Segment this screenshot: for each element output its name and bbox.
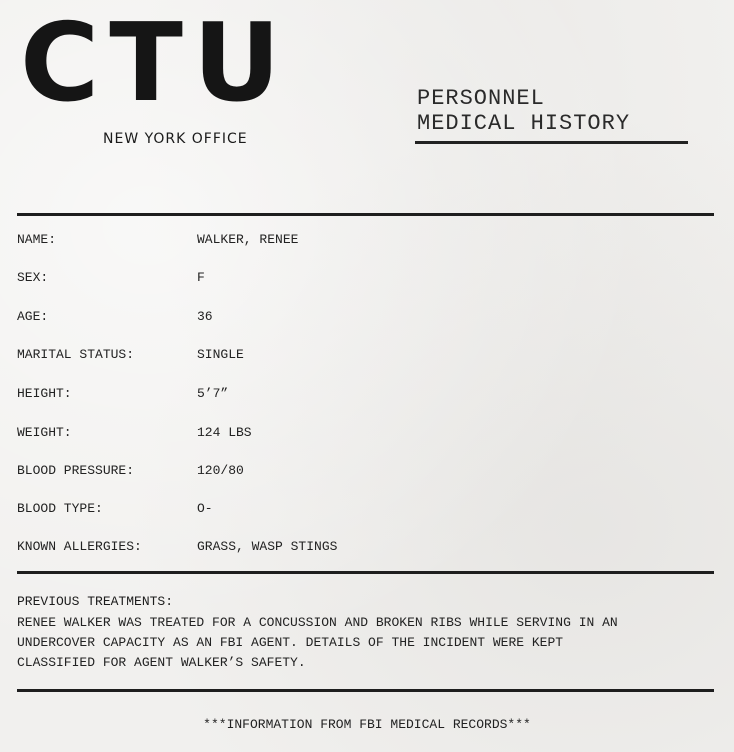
field-label: HEIGHT: (17, 386, 72, 401)
field-label: AGE: (17, 309, 49, 324)
field-value: 5’7” (197, 386, 229, 401)
title-underline (415, 141, 688, 144)
field-value: O- (197, 501, 213, 516)
field-label: SEX: (17, 270, 49, 285)
ctu-logo: CTU (20, 1, 291, 126)
field-label: KNOWN ALLERGIES: (17, 539, 142, 554)
office-label: NEW YORK OFFICE (103, 131, 248, 147)
treatments-line: UNDERCOVER CAPACITY AS AN FBI AGENT. DETAILS OF THE INCIDENT WERE KEPT (17, 635, 564, 650)
field-value: 36 (197, 309, 213, 324)
field-label: MARITAL STATUS: (17, 347, 135, 362)
treatments-line: RENEE WALKER WAS TREATED FOR A CONCUSSION AND BROKEN RIBS WHILE SERVING IN AN (17, 615, 618, 630)
document-title (417, 86, 630, 136)
field-value: F (197, 270, 205, 285)
field-value: GRASS, WASP STINGS (197, 539, 338, 554)
divider-top (17, 213, 714, 216)
field-label: BLOOD TYPE: (17, 501, 103, 516)
field-label: NAME: (17, 232, 57, 247)
treatments-heading: PREVIOUS TREATMENTS: (17, 594, 174, 609)
field-value: SINGLE (197, 347, 244, 362)
divider-bottom (17, 689, 714, 692)
field-label: BLOOD PRESSURE: (17, 463, 135, 478)
divider-middle (17, 571, 714, 574)
treatments-text (17, 613, 717, 673)
field-value: 120/80 (197, 463, 244, 478)
field-value: WALKER, RENEE (197, 232, 299, 247)
title-line-1: PERSONNEL (417, 86, 545, 111)
field-label: WEIGHT: (17, 425, 72, 440)
treatments-line: CLASSIFIED FOR AGENT WALKER’S SAFETY. (17, 655, 306, 670)
footer-note: ***INFORMATION FROM FBI MEDICAL RECORDS*** (203, 717, 531, 732)
title-line-2: MEDICAL HISTORY (417, 111, 631, 136)
field-value: 124 LBS (197, 425, 252, 440)
